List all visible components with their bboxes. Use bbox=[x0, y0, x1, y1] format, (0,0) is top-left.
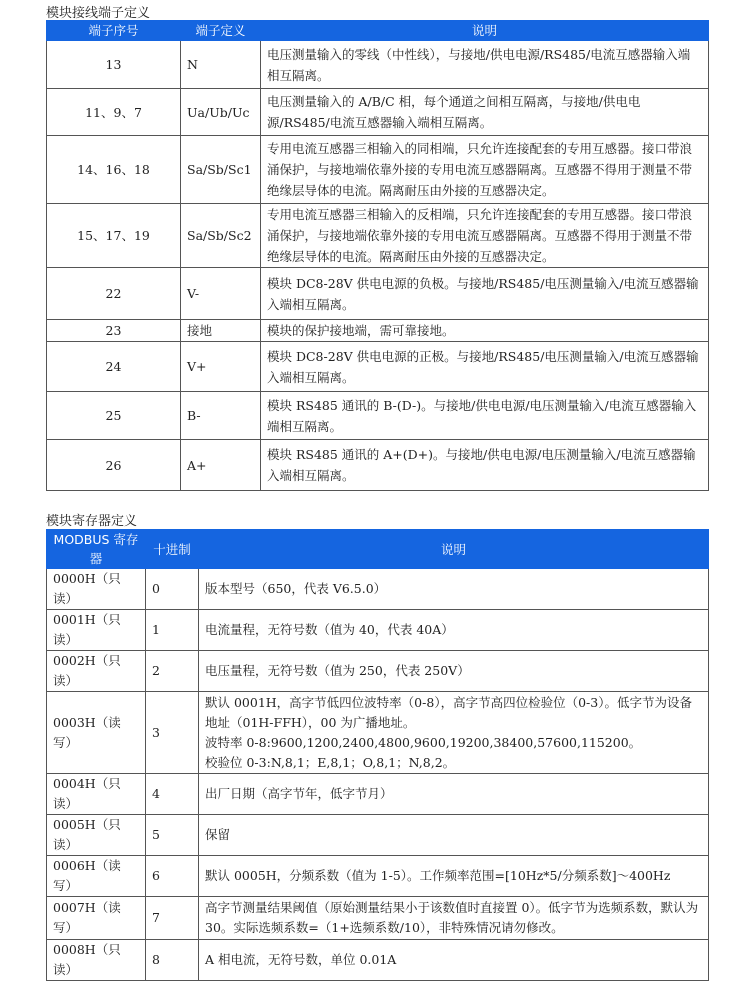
terminal-desc: 模块 RS485 通讯的 B-(D-)。与接地/供电电源/电压测量输入/电流互感器输入端相互隔离。 bbox=[261, 392, 709, 440]
terminal-no: 13 bbox=[47, 41, 181, 89]
register-table-title: 模块寄存器定义 bbox=[46, 514, 138, 529]
register-desc-cell bbox=[199, 856, 709, 897]
terminal-def: N bbox=[181, 41, 261, 89]
register-desc-cell bbox=[199, 692, 709, 774]
terminal-no: 14、16、18 bbox=[47, 136, 181, 204]
terminal-def: A+ bbox=[181, 440, 261, 491]
table-row bbox=[47, 897, 709, 940]
table-row bbox=[47, 440, 709, 491]
register-desc: 默认 0005H，分频系数（值为 1-5）。工作频率范围=[10Hz*5/分频系数]～400Hz bbox=[205, 868, 671, 883]
table-row bbox=[47, 940, 709, 981]
register-address: 0000H（只读） bbox=[47, 569, 146, 610]
header-description: 说明 bbox=[199, 530, 709, 569]
table-row bbox=[47, 856, 709, 897]
table-row bbox=[47, 342, 709, 392]
terminal-table bbox=[46, 20, 709, 491]
terminal-no: 23 bbox=[47, 320, 181, 342]
register-desc-cell bbox=[199, 610, 709, 651]
register-desc-cell bbox=[199, 651, 709, 692]
table-row bbox=[47, 41, 709, 89]
register-desc-cell bbox=[199, 897, 709, 940]
table-row bbox=[47, 89, 709, 136]
register-desc-baud: 波特率 0-8:9600,1200,2400,4800,9600,19200,38400,57600,115200。 bbox=[205, 734, 642, 750]
table-header bbox=[47, 530, 709, 569]
terminal-no: 11、9、7 bbox=[47, 89, 181, 136]
register-decimal: 0 bbox=[146, 569, 199, 610]
terminal-def: V- bbox=[181, 268, 261, 320]
terminal-no: 15、17、19 bbox=[47, 204, 181, 268]
register-desc-cell bbox=[199, 774, 709, 815]
terminal-no: 26 bbox=[47, 440, 181, 491]
table-row bbox=[47, 136, 709, 204]
register-address: 0003H（读写） bbox=[47, 692, 146, 774]
table-row bbox=[47, 692, 709, 774]
terminal-desc: 专用电流互感器三相输入的同相端，只允许连接配套的专用互感器。接口带浪涌保护，与接地端依靠外接的专用电流互感器隔离。互感器不得用于测量不带绝缘层导体的电流。隔离耐压由外接的互感器决定。 bbox=[261, 136, 709, 204]
register-decimal: 3 bbox=[146, 692, 199, 774]
register-desc: 出厂日期（高字节年，低字节月） bbox=[205, 786, 393, 801]
terminal-desc: 电压测量输入的 A/B/C 相，每个通道之间相互隔离，与接地/供电电源/RS485/电流互感器输入端相互隔离。 bbox=[261, 89, 709, 136]
terminal-no: 22 bbox=[47, 268, 181, 320]
terminal-no: 25 bbox=[47, 392, 181, 440]
table-row bbox=[47, 569, 709, 610]
table-row bbox=[47, 651, 709, 692]
register-address: 0002H（只读） bbox=[47, 651, 146, 692]
register-desc: 电压量程，无符号数（值为 250，代表 250V） bbox=[205, 663, 470, 678]
register-address: 0004H（只读） bbox=[47, 774, 146, 815]
terminal-def: B- bbox=[181, 392, 261, 440]
register-desc-cell bbox=[199, 940, 709, 981]
register-desc: 版本型号（650，代表 V6.5.0） bbox=[205, 581, 387, 596]
register-address: 0001H（只读） bbox=[47, 610, 146, 651]
register-desc-cell bbox=[199, 815, 709, 856]
terminal-def: Sa/Sb/Sc2 bbox=[181, 204, 261, 268]
table-row bbox=[47, 815, 709, 856]
register-table bbox=[46, 529, 709, 981]
register-decimal: 6 bbox=[146, 856, 199, 897]
register-desc-parity: 校验位 0-3:N,8,1；E,8,1；O,8,1；N,8,2。 bbox=[205, 754, 456, 770]
table-row bbox=[47, 774, 709, 815]
register-desc: A 相电流，无符号数，单位 0.01A bbox=[205, 952, 397, 967]
table-row bbox=[47, 320, 709, 342]
terminal-desc: 模块 RS485 通讯的 A+(D+)。与接地/供电电源/电压测量输入/电流互感器输入端相互隔离。 bbox=[261, 440, 709, 491]
header-terminal-def: 端子定义 bbox=[181, 21, 261, 41]
terminal-desc: 电压测量输入的零线（中性线），与接地/供电电源/RS485/电流互感器输入端相互隔离。 bbox=[261, 41, 709, 89]
register-desc: 高字节测量结果阈值（原始测量结果小于该数值时直接置 0）。低字节为选频系数，默认为 30。实际选频系数=（1+选频系数/10），非特殊情况请勿修改。 bbox=[205, 900, 699, 935]
terminal-desc: 模块的保护接地端，需可靠接地。 bbox=[261, 320, 709, 342]
terminal-desc: 专用电流互感器三相输入的反相端，只允许连接配套的专用互感器。接口带浪涌保护，与接地端依靠外接的专用电流互感器隔离。互感器不得用于测量不带绝缘层导体的电流。隔离耐压由外接的互感器决定。 bbox=[261, 204, 709, 268]
register-address: 0007H（读写） bbox=[47, 897, 146, 940]
terminal-desc: 模块 DC8-28V 供电电源的负极。与接地/RS485/电压测量输入/电流互感器输入端相互隔离。 bbox=[261, 268, 709, 320]
terminal-def: 接地 bbox=[181, 320, 261, 342]
register-desc-cell bbox=[199, 569, 709, 610]
header-decimal: 十进制 bbox=[146, 530, 199, 569]
terminal-def: Sa/Sb/Sc1 bbox=[181, 136, 261, 204]
table-row bbox=[47, 392, 709, 440]
header-terminal-no: 端子序号 bbox=[47, 21, 181, 41]
table-row bbox=[47, 610, 709, 651]
table-row bbox=[47, 268, 709, 320]
terminal-no: 24 bbox=[47, 342, 181, 392]
register-decimal: 5 bbox=[146, 815, 199, 856]
register-decimal: 4 bbox=[146, 774, 199, 815]
terminal-def: Ua/Ub/Uc bbox=[181, 89, 261, 136]
table-row bbox=[47, 204, 709, 268]
terminal-def: V+ bbox=[181, 342, 261, 392]
register-desc: 电流量程，无符号数（值为 40，代表 40A） bbox=[205, 622, 454, 637]
register-address: 0006H（读写） bbox=[47, 856, 146, 897]
register-address: 0008H（只读） bbox=[47, 940, 146, 981]
register-desc: 默认 0001H，高字节低四位波特率（0-8），高字节高四位检验位（0-3）。低字节为设备地址（01H-FFH），00 为广播地址。 bbox=[205, 694, 692, 730]
register-decimal: 1 bbox=[146, 610, 199, 651]
register-desc: 保留 bbox=[205, 827, 231, 842]
terminal-table-title: 模块接线端子定义 bbox=[46, 6, 151, 21]
terminal-desc: 模块 DC8-28V 供电电源的正极。与接地/RS485/电压测量输入/电流互感器输入端相互隔离。 bbox=[261, 342, 709, 392]
header-register: MODBUS 寄存器 bbox=[47, 530, 146, 569]
register-decimal: 2 bbox=[146, 651, 199, 692]
header-description: 说明 bbox=[261, 21, 709, 41]
table-header bbox=[47, 21, 709, 41]
register-decimal: 8 bbox=[146, 940, 199, 981]
register-address: 0005H（只读） bbox=[47, 815, 146, 856]
register-decimal: 7 bbox=[146, 897, 199, 940]
